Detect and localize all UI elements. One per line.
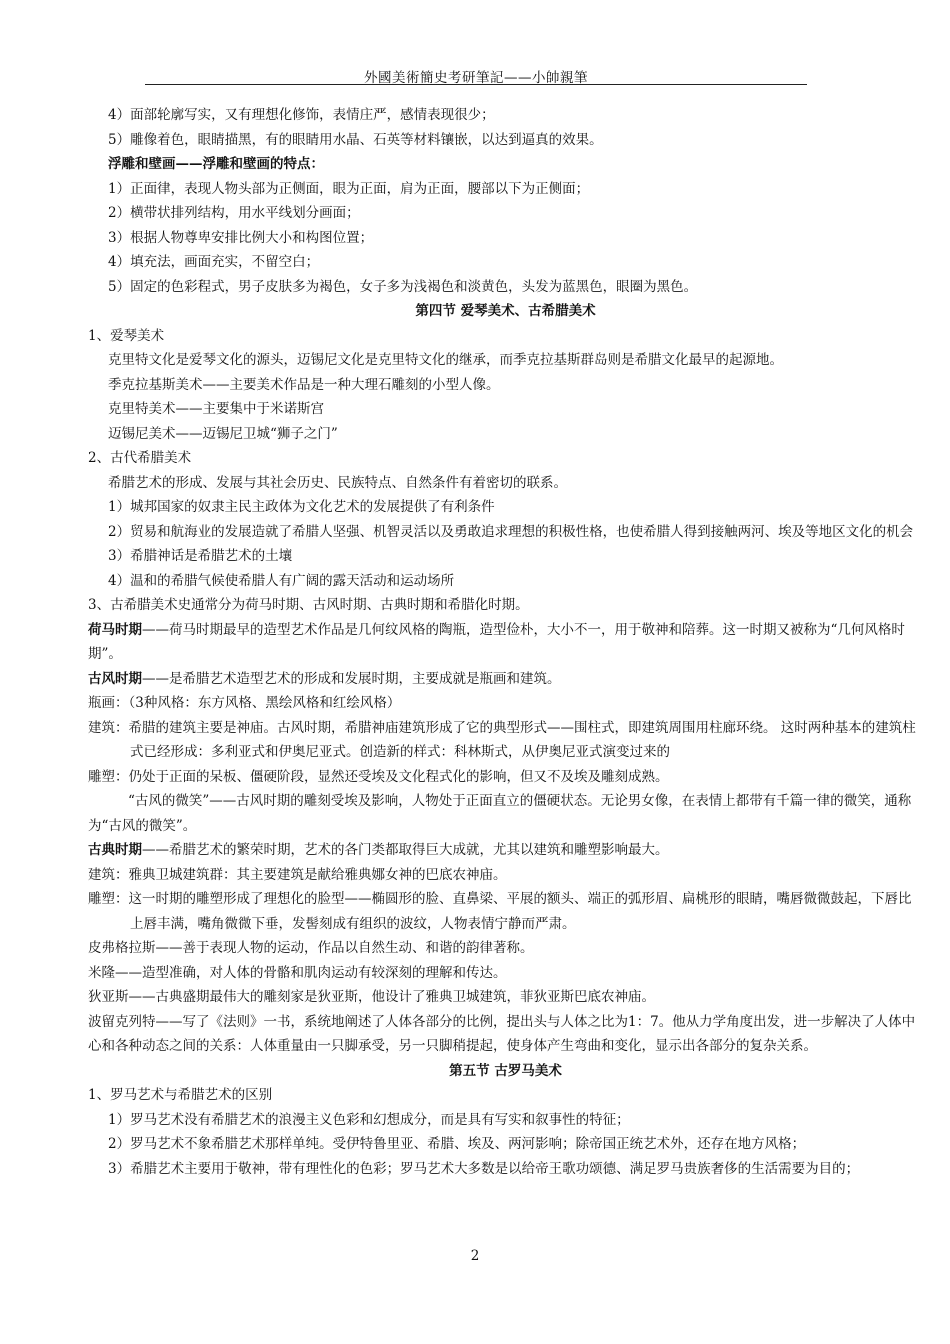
paragraph: 雕塑：仍处于正面的呆板、僵硬阶段，显然还受埃及文化程式化的影响，但又不及埃及雕刻成熟。 <box>88 768 669 785</box>
paragraph: 皮弗格拉斯——善于表现人物的运动，作品以自然生动、和谐的韵律著称。 <box>88 940 534 956</box>
paragraph: 米隆——造型准确，对人体的骨骼和肌肉运动有较深刻的理解和传达。 <box>88 964 507 981</box>
paragraph: 建筑：希腊的建筑主要是神庙。古风时期，希腊神庙建筑形成了它的典型形式——围柱式，即建筑周围用柱廊环绕。 这时两种基本的建筑柱式已经形成：多利亚式和伊奥尼亚式。创造新的样式：科林斯式，从伊奥尼亚式演变过来的 <box>88 719 916 760</box>
list-item: 2）罗马艺术不象希腊艺术那样单纯。受伊特鲁里亚、希腊、埃及、两河影响；除帝国正统艺术外，还存在地方风格； <box>108 1136 806 1152</box>
term-label: 荷马时期 <box>88 621 142 638</box>
page-number: 2 <box>470 1248 480 1264</box>
section-title: 第四节 爱琴美术、古希腊美术 <box>415 303 596 319</box>
document-body <box>88 103 923 1181</box>
list-item: 4）温和的希腊气候使希腊人有广阔的露天活动和运动场所 <box>108 572 455 589</box>
subsection-heading: 浮雕和壁画——浮雕和壁画的特点： <box>108 156 324 172</box>
paragraph <box>88 838 923 863</box>
list-item: 4）填充法，画面充实，不留空白； <box>108 254 320 270</box>
section-title: 第五节 古罗马美术 <box>449 1062 562 1079</box>
numbered-heading: 1、罗马艺术与希腊艺术的区别 <box>88 1087 273 1103</box>
list-item: 1）正面律，表现人物头部为正侧面，眼为正面，肩为正面，腰部以下为正侧面； <box>108 180 590 197</box>
list-item: 2）横带状排列结构，用水平线划分画面； <box>108 205 360 221</box>
term-text: ——荷马时期最早的造型艺术作品是几何纹风格的陶瓶，造型俭朴，大小不一，用于敬神和陪葬。这一时期又被称为“几何风格时期”。 <box>88 621 905 662</box>
paragraph: 雕塑：这一时期的雕塑形成了理想化的脸型——椭圆形的脸、直鼻梁、平展的额头、端正的弧形眉、扁桃形的眼睛，嘴唇微微鼓起，下唇比上唇丰满，嘴角微微下垂，发髻刻成有组织的波纹，人物表情宁静而严肃。 <box>88 891 912 932</box>
paragraph: “古风的微笑”——古风时期的雕刻受埃及影响，人物处于正面直立的僵硬状态。无论男女像，在表情上都带有千篇一律的微笑，通称为“古风的微笑”。 <box>88 793 912 834</box>
list-item: 3）希腊神话是希腊艺术的土壤 <box>108 548 293 564</box>
list-item: 4）面部轮廓写实，又有理想化修饰，表情庄严，感情表现很少； <box>108 107 495 123</box>
paragraph: 波留克列特——写了《法则》一书，系统地阐述了人体各部分的比例，提出头与人体之比为1：7。他从力学角度出发，进一步解决了人体中心和各种动态之间的关系：人体重量由一只脚承受，另一只脚稍提起，使身体产生弯曲和变化，显示出各部分的复杂关系。 <box>88 1013 916 1054</box>
list-item: 1）罗马艺术没有希腊艺术的浪漫主义色彩和幻想成分，而是具有写实和叙事性的特征； <box>108 1111 630 1128</box>
term-text: ——希腊艺术的繁荣时期，艺术的各门类都取得巨大成就，尤其以建筑和雕塑影响最大。 <box>142 842 669 858</box>
numbered-heading: 1、爱琴美术 <box>88 327 165 344</box>
list-item: 2）贸易和航海业的发展造就了希腊人坚强、机智灵活以及勇敢追求理想的积极性格，也使希腊人得到接触两河、埃及等地区文化的机会 <box>108 523 914 540</box>
page-header: 外國美術簡史考研筆記——小帥親筆 <box>364 70 588 86</box>
list-item: 5）雕像着色，眼睛描黑，有的眼睛用水晶、石英等材料镶嵌，以达到逼真的效果。 <box>108 131 603 148</box>
paragraph: 狄亚斯——古典盛期最伟大的雕刻家是狄亚斯，他设计了雅典卫城建筑，菲狄亚斯巴底农神庙。 <box>88 989 655 1005</box>
paragraph <box>88 618 923 667</box>
term-label: 古风时期 <box>88 670 142 687</box>
paragraph: 瓶画：（3种风格：东方风格、黑绘风格和红绘风格） <box>88 695 401 711</box>
paragraph: 建筑：雅典卫城建筑群：其主要建筑是献给雅典娜女神的巴底农神庙。 <box>88 866 507 883</box>
header-divider <box>145 84 807 85</box>
list-item: 5）固定的色彩程式，男子皮肤多为褐色，女子多为浅褐色和淡黄色，头发为蓝黑色，眼圈为黑色。 <box>108 278 698 295</box>
numbered-heading: 3、古希腊美术史通常分为荷马时期、古风时期、古典时期和希腊化时期。 <box>88 597 529 613</box>
paragraph: 希腊艺术的形成、发展与其社会历史、民族特点、自然条件有着密切的联系。 <box>108 474 567 491</box>
list-item: 1）城邦国家的奴隶主民主政体为文化艺术的发展提供了有利条件 <box>108 499 495 515</box>
paragraph: 迈锡尼美术——迈锡尼卫城“狮子之门” <box>108 425 338 442</box>
term-label: 古典时期 <box>88 842 142 858</box>
paragraph <box>88 667 923 692</box>
list-item: 3）希腊艺术主要用于敬神，带有理性化的色彩；罗马艺术大多数是以给帝王歌功颂德、满足罗马贵族奢侈的生活需要为目的； <box>108 1160 860 1177</box>
paragraph: 克里特美术——主要集中于米诺斯宫 <box>108 401 324 417</box>
numbered-heading: 2、古代希腊美术 <box>88 450 192 466</box>
term-text: ——是希腊艺术造型艺术的形成和发展时期，主要成就是瓶画和建筑。 <box>142 670 561 687</box>
paragraph: 克里特文化是爱琴文化的源头，迈锡尼文化是克里特文化的继承，而季克拉基斯群岛则是希腊文化最早的起源地。 <box>108 352 783 368</box>
paragraph: 季克拉基斯美术——主要美术作品是一种大理石雕刻的小型人像。 <box>108 376 500 393</box>
list-item: 3）根据人物尊卑安排比例大小和构图位置； <box>108 229 374 246</box>
